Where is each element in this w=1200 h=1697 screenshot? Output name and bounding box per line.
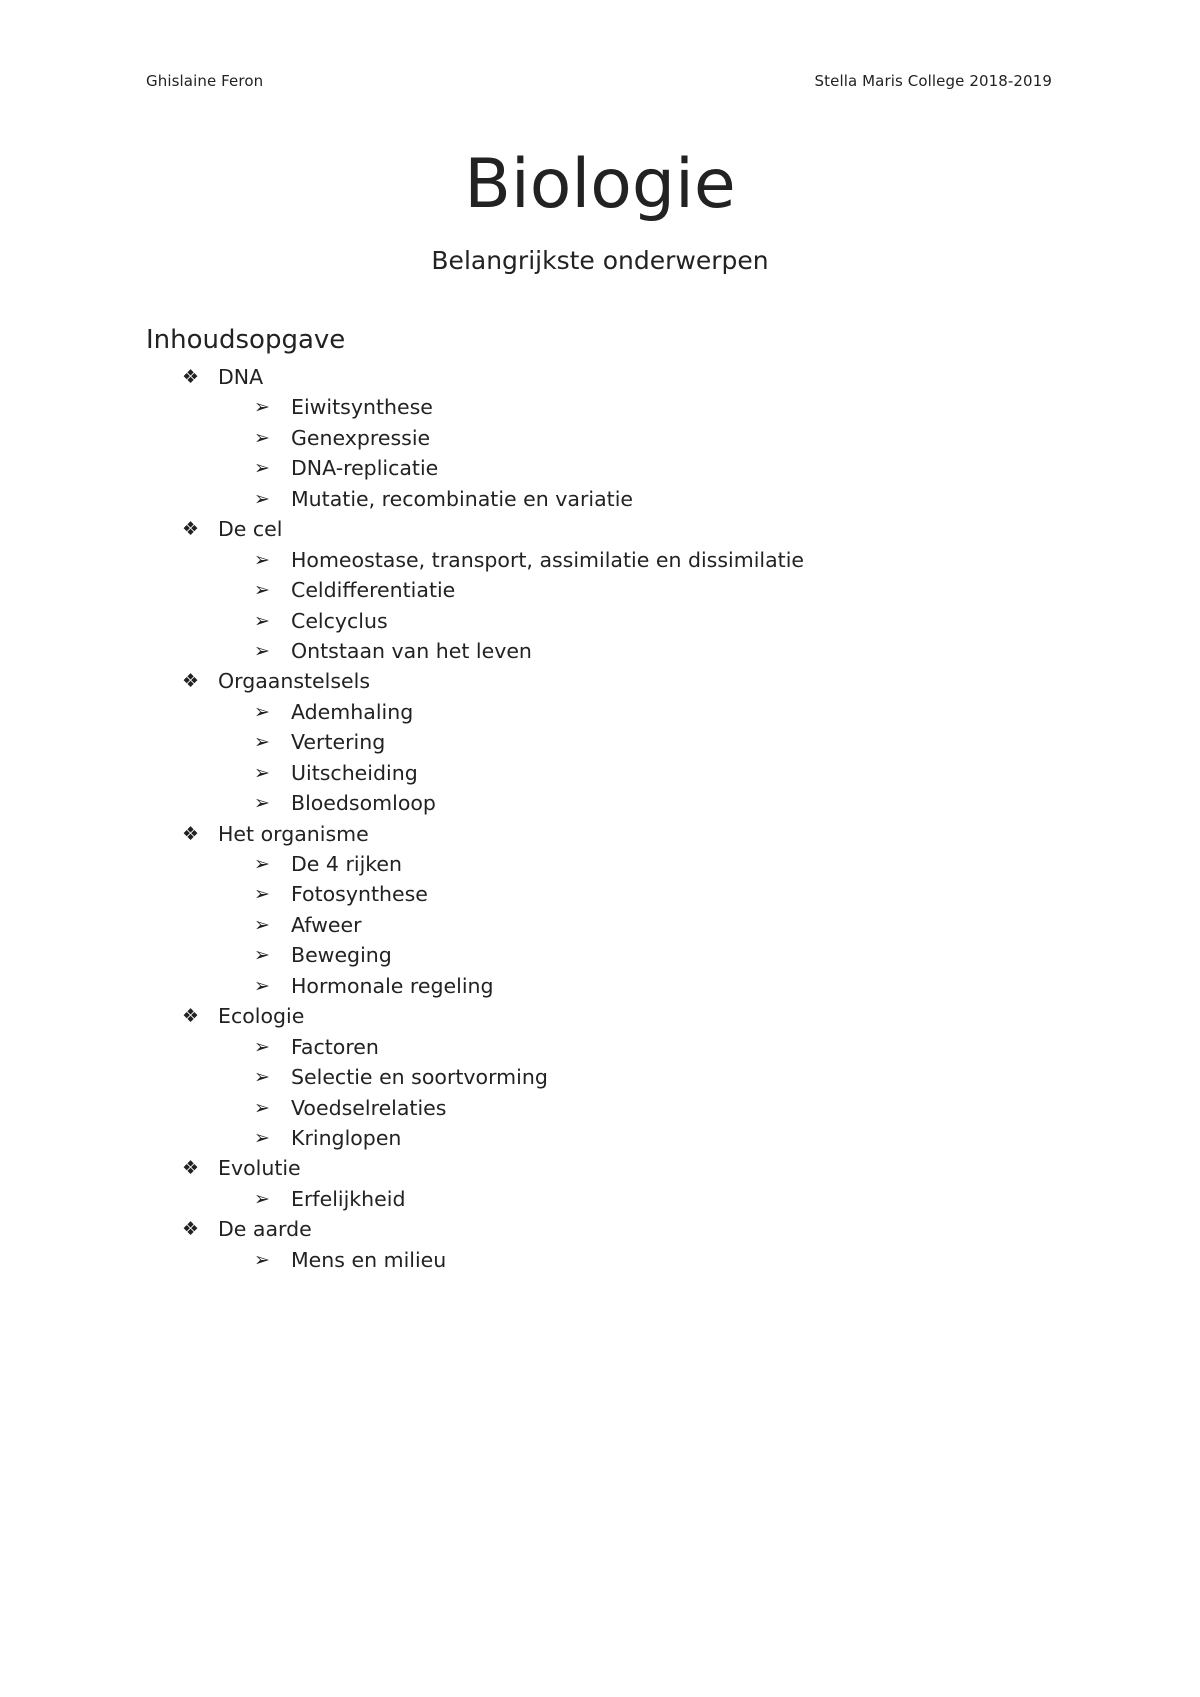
arrowhead-bullet-icon: ➢ (254, 731, 270, 754)
toc-subitem (0, 392, 1200, 422)
toc-subitem (0, 879, 1200, 909)
diamond-bullet-icon: ❖ (182, 670, 200, 693)
toc-subitem (0, 758, 1200, 788)
diamond-bullet-icon: ❖ (182, 1157, 200, 1180)
toc-subitem (0, 423, 1200, 453)
toc-subitem (0, 788, 1200, 818)
arrowhead-bullet-icon: ➢ (254, 1248, 270, 1271)
diamond-bullet-icon: ❖ (182, 822, 200, 845)
arrowhead-bullet-icon: ➢ (254, 609, 270, 632)
arrowhead-bullet-icon: ➢ (254, 487, 270, 510)
toc-subitem (0, 484, 1200, 514)
toc-section (0, 1214, 1200, 1244)
toc-subitem (0, 1184, 1200, 1214)
toc-subitem-label: Eiwitsynthese (291, 395, 433, 420)
toc-section (0, 819, 1200, 849)
toc-section-label: Ecologie (218, 1004, 305, 1029)
toc-subitem (0, 606, 1200, 636)
arrowhead-bullet-icon: ➢ (254, 913, 270, 936)
toc-subitem (0, 1245, 1200, 1275)
arrowhead-bullet-icon: ➢ (254, 792, 270, 815)
toc-subitem-label: Factoren (291, 1034, 379, 1059)
toc-subitem (0, 545, 1200, 575)
toc-subitem-label: Genexpressie (291, 425, 431, 450)
toc-section-label: De cel (218, 517, 283, 542)
arrowhead-bullet-icon: ➢ (254, 426, 270, 449)
toc-subitem (0, 849, 1200, 879)
toc-subitem-label: Selectie en soortvorming (291, 1065, 548, 1090)
toc-section-label: Orgaanstelsels (218, 669, 371, 694)
toc-section-label: Evolutie (218, 1156, 301, 1181)
arrowhead-bullet-icon: ➢ (254, 883, 270, 906)
toc-subitem-label: Hormonale regeling (291, 973, 494, 998)
toc-subitem-label: Voedselrelaties (291, 1095, 447, 1120)
page-subtitle: Belangrijkste onderwerpen (431, 246, 769, 275)
toc-subitem (0, 727, 1200, 757)
arrowhead-bullet-icon: ➢ (254, 548, 270, 571)
arrowhead-bullet-icon: ➢ (254, 1035, 270, 1058)
table-of-contents (0, 362, 1200, 1275)
toc-subitem-label: De 4 rijken (291, 852, 403, 876)
diamond-bullet-icon: ❖ (182, 1005, 200, 1028)
toc-subitem-label: Erfelijkheid (291, 1186, 406, 1211)
toc-subitem-label: Uitscheiding (291, 760, 418, 785)
toc-subitem (0, 575, 1200, 605)
arrowhead-bullet-icon: ➢ (254, 1066, 270, 1089)
toc-subitem (0, 636, 1200, 666)
arrowhead-bullet-icon: ➢ (254, 1126, 270, 1149)
header-author: Ghislaine Feron (146, 72, 264, 90)
toc-subitem-label: DNA-replicatie (291, 456, 439, 481)
toc-subitem-label: Afweer (291, 912, 362, 937)
arrowhead-bullet-icon: ➢ (254, 579, 270, 602)
toc-section-label: DNA (218, 365, 264, 389)
toc-subitem-label: Kringlopen (291, 1125, 402, 1150)
toc-section-label: De aarde (218, 1217, 312, 1242)
toc-subitem (0, 1032, 1200, 1062)
toc-subitem (0, 910, 1200, 940)
toc-section (0, 1001, 1200, 1031)
toc-subitem-label: Celcyclus (291, 608, 388, 633)
toc-subitem-label: Bloedsomloop (291, 791, 436, 816)
arrowhead-bullet-icon: ➢ (254, 700, 270, 723)
header-school: Stella Maris College 2018-2019 (814, 72, 1052, 90)
toc-subitem (0, 697, 1200, 727)
toc-subitem-label: Homeostase, transport, assimilatie en dissimilatie (291, 547, 805, 572)
toc-subitem (0, 453, 1200, 483)
page-title: Biologie (464, 145, 736, 224)
diamond-bullet-icon: ❖ (182, 518, 200, 541)
toc-subitem-label: Celdifferentiatie (291, 578, 456, 603)
arrowhead-bullet-icon: ➢ (254, 457, 270, 480)
toc-subitem-label: Ademhaling (291, 699, 414, 724)
arrowhead-bullet-icon: ➢ (254, 761, 270, 784)
toc-section-label: Het organisme (218, 821, 369, 846)
toc-subitem-label: Ontstaan van het leven (291, 638, 532, 663)
toc-subitem-label: Mens en milieu (291, 1247, 447, 1272)
arrowhead-bullet-icon: ➢ (254, 853, 270, 875)
toc-subitem (0, 1123, 1200, 1153)
toc-section (0, 666, 1200, 696)
toc-section (0, 514, 1200, 544)
toc-subitem-label: Beweging (291, 943, 392, 968)
toc-subitem-label: Fotosynthese (291, 882, 428, 907)
toc-section (0, 362, 1200, 392)
arrowhead-bullet-icon: ➢ (254, 944, 270, 967)
arrowhead-bullet-icon: ➢ (254, 639, 270, 662)
arrowhead-bullet-icon: ➢ (254, 974, 270, 997)
toc-section (0, 1153, 1200, 1183)
arrowhead-bullet-icon: ➢ (254, 1096, 270, 1119)
toc-subitem (0, 940, 1200, 970)
arrowhead-bullet-icon: ➢ (254, 1187, 270, 1210)
toc-subitem (0, 1062, 1200, 1092)
toc-subitem-label: Mutatie, recombinatie en variatie (291, 486, 634, 511)
arrowhead-bullet-icon: ➢ (254, 396, 270, 419)
toc-subitem (0, 1093, 1200, 1123)
toc-subitem-label: Vertering (291, 730, 386, 755)
diamond-bullet-icon: ❖ (182, 1218, 200, 1241)
diamond-bullet-icon: ❖ (182, 366, 200, 388)
toc-heading: Inhoudsopgave (146, 325, 346, 355)
toc-subitem (0, 971, 1200, 1001)
